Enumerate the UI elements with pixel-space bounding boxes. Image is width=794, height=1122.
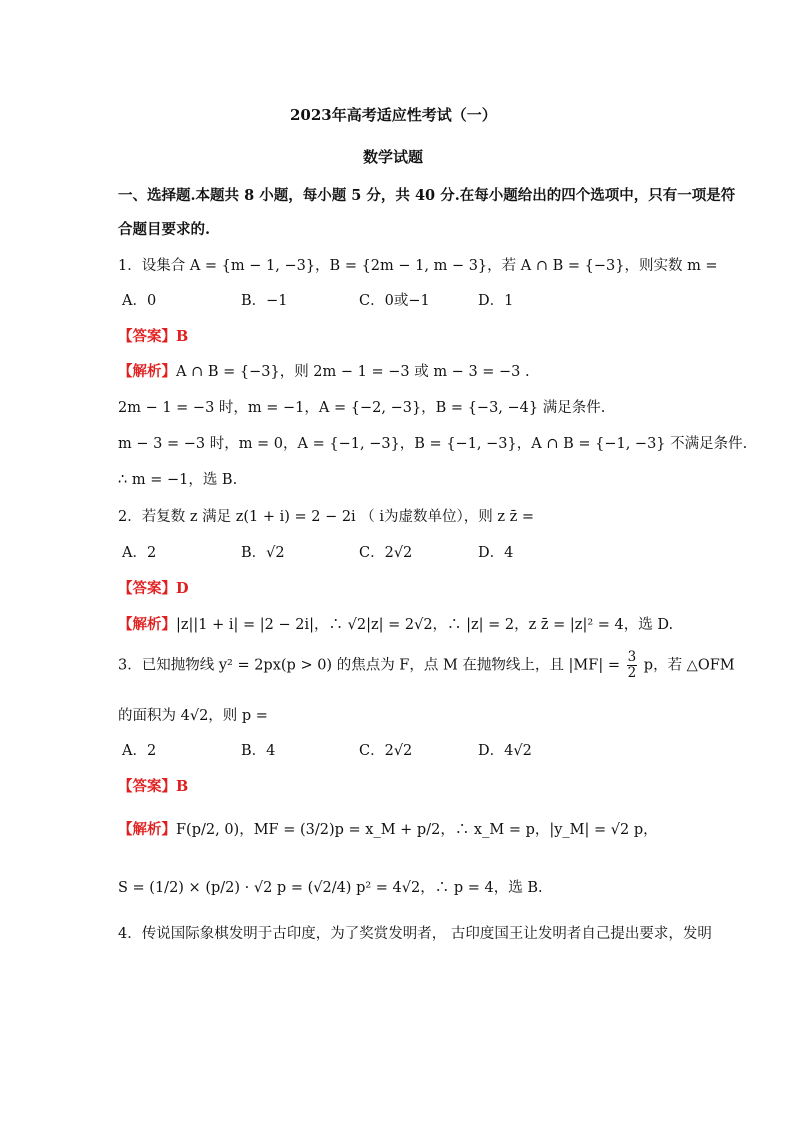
page-subtitle: 数学试题 bbox=[363, 148, 424, 166]
q3-analysis-1: F(p/2, 0)，MF = (3/2)p = x_M + p/2，∴ x_M = p，|y_M| = √2 p， bbox=[176, 822, 658, 838]
q2-stem: 2．若复数 z 满足 z(1 + i) = 2 − 2i （ i为虚数单位），则 z z̄ = bbox=[118, 509, 535, 525]
q3-option-b: B．4 bbox=[241, 743, 276, 759]
q1-answer-row bbox=[118, 325, 188, 346]
q2-answer-value: D bbox=[176, 580, 189, 597]
q3-answer-value: B bbox=[176, 778, 189, 795]
q2-analysis: |z||1 + i| = |2 − 2i|，∴ √2|z| = 2√2，∴ |z| = 2，z z̄ = |z|² = 4，选 D. bbox=[176, 617, 674, 633]
q3-stem-a: 3．已知抛物线 y² = 2px(p > 0) 的焦点为 F，点 M 在抛物线上，且 |MF| = bbox=[118, 657, 620, 674]
q3-option-d: D．4√2 bbox=[478, 743, 532, 759]
q3-analysis-row bbox=[118, 818, 658, 839]
q2-option-d: D．4 bbox=[478, 545, 514, 561]
q2-option-b: B．√2 bbox=[241, 545, 285, 561]
answer-label: 【答案】 bbox=[118, 778, 176, 795]
q1-analysis-1: A ∩ B = {−3}，则 2m − 1 = −3 或 m − 3 = −3 . bbox=[176, 364, 530, 380]
q1-option-c: C．0或−1 bbox=[359, 293, 430, 309]
analysis-label: 【解析】 bbox=[118, 616, 176, 633]
q3-stem-row bbox=[118, 650, 735, 681]
q1-option-b: B．−1 bbox=[241, 293, 288, 309]
fraction-denominator: 2 bbox=[627, 665, 637, 681]
q3-answer-row bbox=[118, 775, 188, 796]
q1-analysis-3: m − 3 = −3 时，m = 0，A = {−1, −3}，B = {−1, −3}，A ∩ B = {−1, −3} 不满足条件. bbox=[118, 436, 748, 452]
q2-answer-row bbox=[118, 577, 189, 598]
analysis-label: 【解析】 bbox=[118, 821, 176, 838]
q3-option-c: C．2√2 bbox=[359, 743, 413, 759]
q1-answer-value: B bbox=[176, 328, 189, 345]
q1-analysis-2: 2m − 1 = −3 时，m = −1，A = {−2, −3}，B = {−3, −4} 满足条件. bbox=[118, 400, 606, 416]
q3-stem-line2: 的面积为 4√2，则 p = bbox=[118, 708, 268, 724]
q4-stem: 4．传说国际象棋发明于古印度，为了奖赏发明者， 古印度国王让发明者自己提出要求，发明 bbox=[118, 926, 712, 942]
q1-option-d: D．1 bbox=[478, 293, 514, 309]
q3-option-a: A．2 bbox=[122, 743, 157, 759]
page-title: 2023年高考适应性考试（一） bbox=[290, 106, 497, 124]
q3-stem-fraction bbox=[627, 650, 638, 681]
section-header-line2: 合题目要求的. bbox=[118, 221, 211, 238]
q1-stem: 1．设集合 A = {m − 1, −3}，B = {2m − 1, m − 3}，若 A ∩ B = {−3}，则实数 m = bbox=[118, 258, 718, 274]
analysis-label: 【解析】 bbox=[118, 363, 176, 380]
fraction-numerator: 3 bbox=[627, 649, 637, 665]
section-header-line1: 一、选择题.本题共 8 小题，每小题 5 分，共 40 分.在每小题给出的四个选项中，只有一项是符 bbox=[118, 187, 736, 204]
q2-analysis-row bbox=[118, 613, 673, 634]
q1-analysis-row bbox=[118, 360, 530, 381]
q1-analysis-4: ∴ m = −1，选 B. bbox=[118, 472, 238, 488]
q3-analysis-2: S = (1/2) × (p/2) · √2 p = (√2/4) p² = 4√2，∴ p = 4，选 B. bbox=[118, 880, 543, 896]
q2-option-a: A．2 bbox=[122, 545, 157, 561]
answer-label: 【答案】 bbox=[118, 328, 176, 345]
q3-stem-b: p，若 △OFM bbox=[643, 657, 735, 674]
q2-option-c: C．2√2 bbox=[359, 545, 413, 561]
q1-option-a: A．0 bbox=[122, 293, 157, 309]
answer-label: 【答案】 bbox=[118, 580, 176, 597]
